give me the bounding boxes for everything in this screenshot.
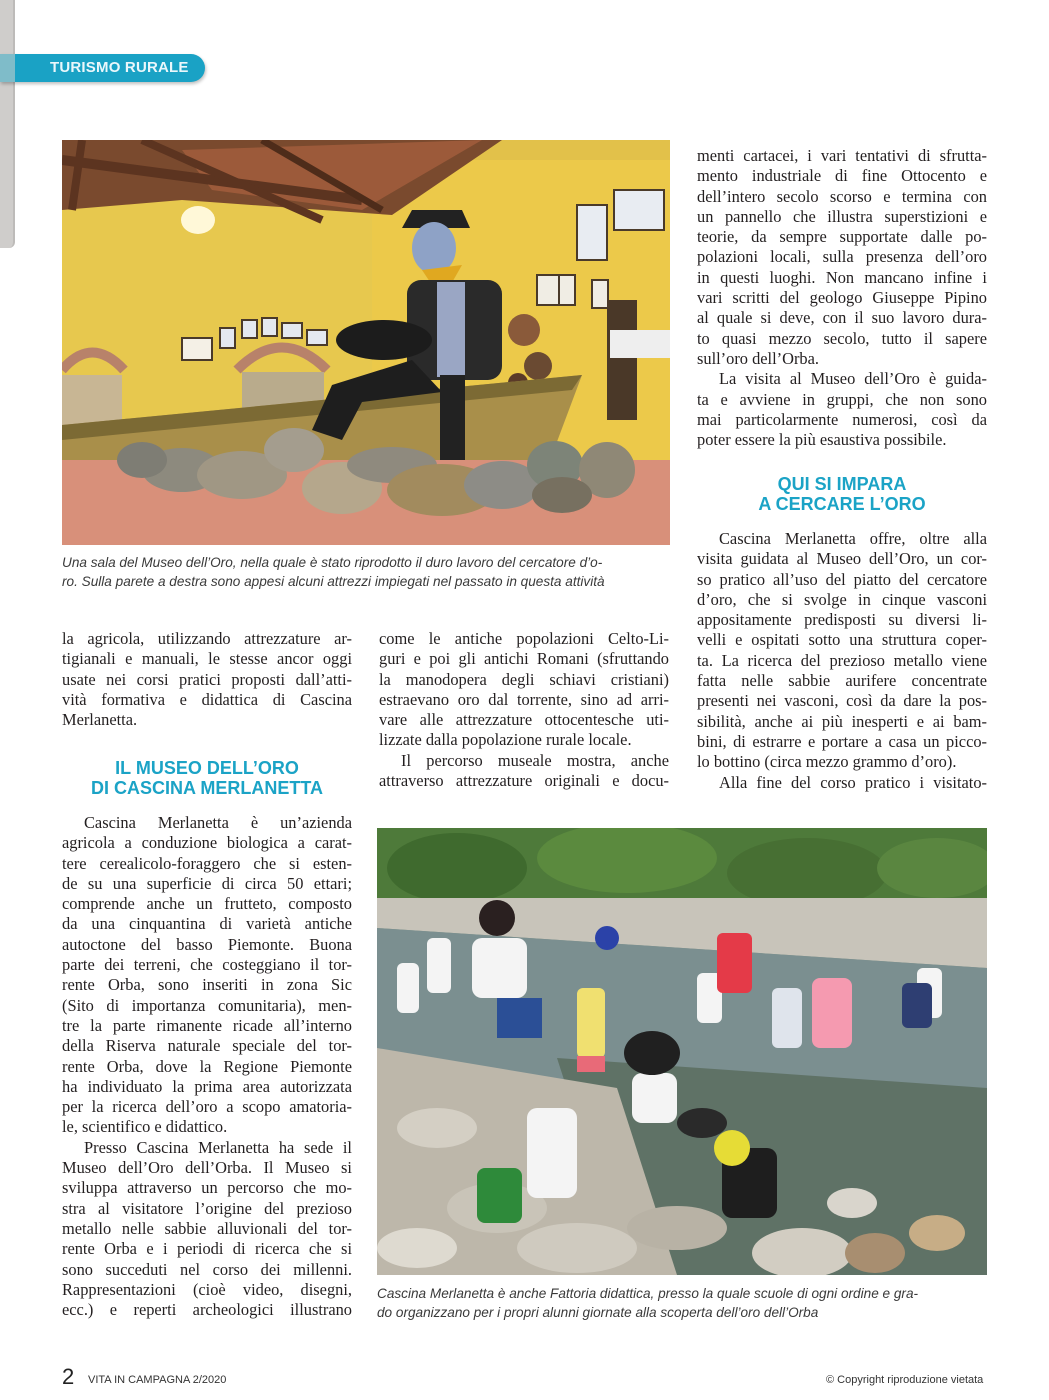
text-line: comprende anche un frutteto, composto: [62, 894, 352, 914]
text-line: to quasi mezzo secolo, tutto il sapere: [697, 328, 987, 348]
text-line: da una cinquantina di varietà antiche: [62, 914, 352, 934]
text-line: vare alle attrezzature ottocentesche uti-: [379, 710, 669, 730]
text-line: al quale si deve, con il suo lavoro dura-: [697, 308, 987, 328]
caption-line: do organizzano per i propri alunni giornate alla scoperta dell’oro dell’Orba: [377, 1305, 819, 1320]
heading-line: QUI SI IMPARA: [777, 474, 907, 494]
text-line: dell’intero secolo scorso e termina con: [697, 186, 987, 206]
text-line: mai particolarmente numerosi, così da: [697, 409, 987, 429]
text-line: sono succeduti nel corso dei millenni.: [62, 1259, 352, 1279]
section-tab-label: TURISMO RURALE: [50, 59, 189, 76]
text-line: appositamente predisposti su diversi li-: [697, 610, 987, 630]
text-line: de su una superficie di circa 50 ettari;: [62, 873, 352, 893]
heading-line: A CERCARE L’ORO: [758, 494, 926, 514]
text-line: velli e ospitati sotto una struttura coper-: [697, 630, 987, 650]
text-line: tigianali e manuali, le stesse ancor oggi: [62, 649, 352, 669]
text-line: La visita al Museo dell’Oro è guida-: [719, 369, 987, 389]
text-line: un pannello che illustra superstizioni e: [697, 206, 987, 226]
text-line: le, scientifico e didattico.: [62, 1117, 228, 1137]
heading-line: DI CASCINA MERLANETTA: [91, 778, 323, 798]
text-line: guri e poi gli antichi Romani (sfruttando: [379, 649, 669, 669]
magazine-issue: VITA IN CAMPAGNA 2/2020: [88, 1374, 227, 1386]
text-line: Museo dell’Oro dell’Orba. Il Museo si: [62, 1158, 352, 1178]
text-line: vità formativa e didattica di Cascina: [62, 689, 352, 709]
text-line: ha individuato la prima area autorizzata: [62, 1076, 352, 1096]
text-line: Alla fine del corso pratico i visitato-: [719, 772, 987, 792]
text-line: stra al visitatore l’origine del prezioso: [62, 1198, 352, 1218]
text-line: menti cartacei, i vari tentativi di sfrutta-: [697, 146, 987, 165]
text-line: sviluppa attraverso un percorso che mo-: [62, 1178, 352, 1198]
text-line: lo bottino (circa mezzo grammo d’oro).: [697, 752, 957, 772]
copyright-notice: © Copyright riproduzione vietata: [826, 1374, 984, 1386]
page-number: 2: [62, 1364, 75, 1389]
text-line: vari scritti del geologo Giuseppe Pipino: [697, 288, 987, 308]
text-line: la agricola, utilizzando attrezzature ar-: [62, 629, 352, 648]
caption-line: ro. Sulla parete a destra sono appesi alcuni attrezzi impiegati nel passato in questa attività: [62, 574, 605, 589]
museum-photo-image: [62, 140, 670, 545]
column-left-bottom: [62, 813, 352, 1320]
text-line: sibilità, anche ai più inesperti e ai bam-: [697, 711, 987, 731]
text-line: lizzate dalla popolazione rurale locale.: [379, 730, 632, 750]
text-line: d’oro, che si svolge in cinque vasconi: [697, 589, 987, 609]
text-line: presenti nei vasconi, così da dare la pos-: [697, 691, 987, 711]
text-line: mento industriale di fine Ottocento e: [697, 166, 987, 186]
text-line: agricola a conduzione biologica a carat-: [62, 833, 352, 853]
heading-line: IL MUSEO DELL’ORO: [115, 758, 299, 778]
text-line: della Riserva naturale speciale del tor-: [62, 1036, 352, 1056]
text-line: attraverso attrezzature originali e docu-: [379, 771, 669, 791]
text-line: usate nei corsi pratici proposti dall’atti-: [62, 669, 352, 689]
column-left-top: [62, 629, 352, 730]
text-line: tre la parte rimanente ricade all’interno: [62, 1015, 352, 1035]
museum-photo: [62, 140, 670, 545]
caption-line: Cascina Merlanetta è anche Fattoria didattica, presso la quale scuole di ogni ordine e gra-: [377, 1286, 919, 1301]
caption-line: Una sala del Museo dell’Oro, nella quale è stato riprodotto il duro lavoro del cercatore d’o-: [62, 555, 603, 570]
text-line: la manodopera degli schiavi cristiani): [379, 669, 669, 689]
text-line: bini, di estrarre e portare a casa un picco-: [697, 731, 987, 751]
text-line: ta. La ricerca del prezioso metallo viene: [697, 650, 987, 670]
section-heading-museo: [62, 758, 352, 798]
text-line: fatta nelle sabbie aurifere concentrate: [697, 671, 987, 691]
text-line: Presso Cascina Merlanetta ha sede il: [84, 1137, 352, 1157]
text-line: sull’oro dell’Orba.: [697, 348, 819, 368]
text-line: (Sito di importanza comunitaria), men-: [62, 995, 352, 1015]
page-edge-tab: [0, 0, 15, 248]
text-line: Il percorso museale mostra, anche: [401, 750, 669, 770]
text-line: ta e avviene in gruppi, che non sono: [697, 389, 987, 409]
text-line: visita guidata al Museo dell’Oro, un cor-: [697, 549, 987, 569]
text-line: polazioni locali, sulla presenza dell’oro: [697, 247, 987, 267]
river-photo-caption: [377, 1284, 997, 1322]
section-tab-stripe: [0, 54, 15, 82]
text-line: rente Orba, dove la Regione Piemonte: [62, 1056, 352, 1076]
river-photo: [377, 828, 987, 1275]
text-line: autoctone del basso Piemonte. Buona: [62, 934, 352, 954]
text-line: metallo nelle sabbie alluvionali del tor-: [62, 1218, 352, 1238]
text-line: Cascina Merlanetta è un’azienda: [84, 813, 352, 832]
river-photo-image: [377, 828, 987, 1275]
text-line: rente Orba e i periodi di ricerca che si: [62, 1239, 352, 1259]
text-line: Merlanetta.: [62, 710, 138, 730]
text-line: estraevano oro dal torrente, sino ad arri-: [379, 689, 669, 709]
text-line: poter essere la più esaustiva possibile.: [697, 430, 947, 450]
column-right-top: [697, 146, 987, 450]
text-line: parte dei terreni, che costeggiano il tor-: [62, 955, 352, 975]
section-tab: [0, 54, 205, 82]
text-line: in questi luoghi. Non mancano infine i: [697, 267, 987, 287]
text-line: Rappresentazioni (cioè video, disegni,: [62, 1279, 352, 1299]
text-line: Cascina Merlanetta offre, oltre alla: [719, 529, 987, 548]
text-line: tere cerealicolo-foraggero che si esten-: [62, 853, 352, 873]
text-line: so pratico all’uso del piatto del cercatore: [697, 569, 987, 589]
text-line: come le antiche popolazioni Celto-Li-: [379, 629, 669, 648]
text-line: rente Orba, sono inseriti in zona Sic: [62, 975, 352, 995]
text-line: teorie, da sempre supportate dalle po-: [697, 227, 987, 247]
column-right-bottom: [697, 529, 987, 793]
text-line: per la ricerca dell’oro a scopo amatoria-: [62, 1097, 352, 1117]
column-middle: [379, 629, 669, 791]
section-heading-impara: [697, 474, 987, 514]
museum-photo-caption: [62, 553, 672, 591]
text-line: ecc.) e reperti archeologici illustrano: [62, 1300, 352, 1320]
